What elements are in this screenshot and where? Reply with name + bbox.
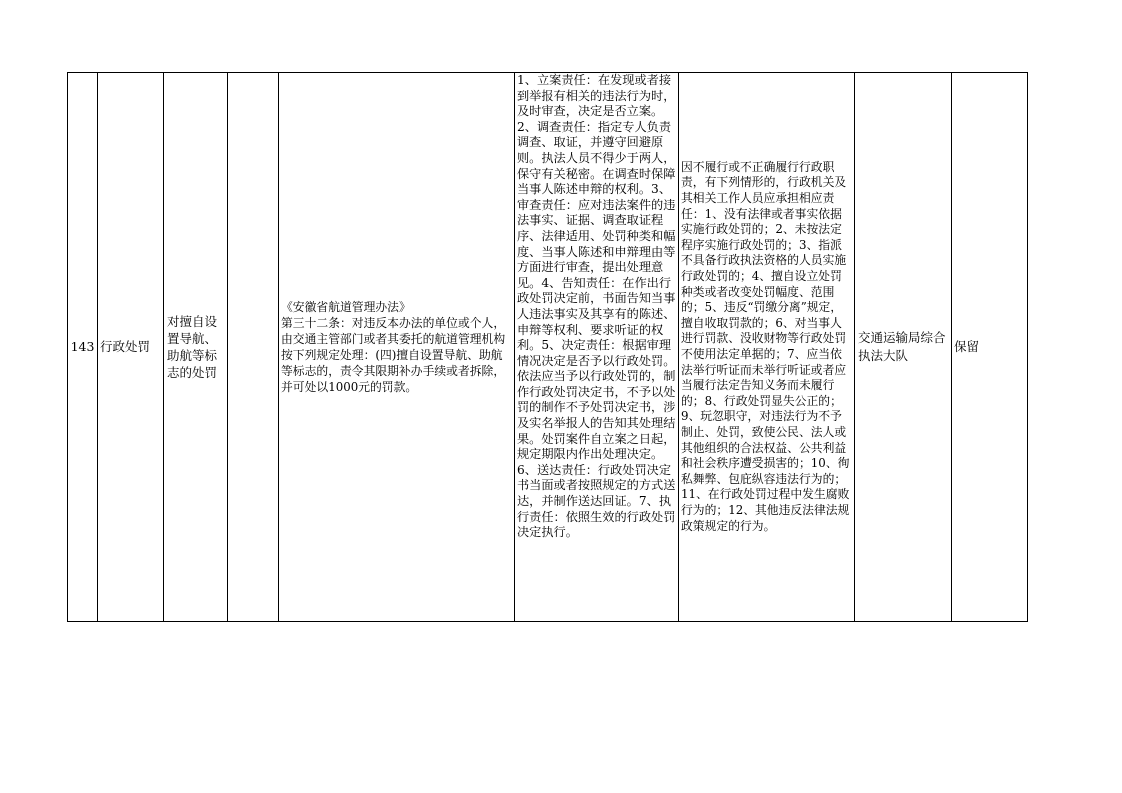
- responsibility-text-part-1: 1、立案责任：在发现或者接到举报有相关的违法行为时，及时审查，决定是否立案。2、调查责任：指定专人负责调查、取证，并遵守回避原则。执法人员不得少于两人，保守有关秘密。在调查时保障当事人陈述申辩的权利。3、审查责任：应对违法案件的违法事实、证据、调查取证程序、法律适用、处罚种类和幅度、当事人陈述和申辩理由等方面进行审查，提出处理意见。4、告知责任：在作出行政处罚决定前，书面告知当事人违法事实及其享有的陈述、申辩等权利、要求听证的权利。5、决定责任：根据审理情况决定是否予以行政处罚。依法应当予以行政处罚的，制作行政处罚决定书，不予以处罚的制作不予处罚决定书，涉及实名举报人的告知其处理结果。处罚案件自立案之日起，规定期限内作出处理决定。: [517, 73, 676, 462]
- remark-cell: 保留: [952, 73, 1028, 622]
- row-number-cell: 143: [68, 73, 98, 622]
- item-name-cell: 对擅自设置导航、助航等标志的处罚: [164, 73, 228, 622]
- sub-item-cell: [228, 73, 279, 622]
- legal-basis-cell: [279, 73, 515, 622]
- responsibility-text-part-2: 6、送达责任：行政处罚决定书当面或者按照规定的方式送达，并制作送达回证。7、执行责任：依照生效的行政处罚决定执行。: [517, 462, 676, 540]
- legal-basis-text: 第三十二条：对违反本办法的单位或个人，由交通主管部门或者其委托的航道管理机构按下列规定处理：(四)擅自设置导航、助航等标志的，责令其限期补办手续或者拆除，并可处以1000元的罚款。: [281, 316, 506, 394]
- power-list-table: [67, 72, 1028, 622]
- legal-basis-title: 《安徽省航道管理办法》: [281, 300, 411, 314]
- department-cell: 交通运输局综合执法大队: [855, 73, 952, 622]
- accountability-cell: 因不履行或不正确履行行政职责，有下列情形的，行政机关及其相关工作人员应承担相应责任：1、没有法律或者事实依据实施行政处罚的；2、未按法定程序实施行政处罚的；3、指派不具备行政执法资格的人员实施行政处罚的；4、擅自设立处罚种类或者改变处罚幅度、范围的；5、违反“罚缴分离”规定，擅自收取罚款的；6、对当事人进行罚款、没收财物等行政处罚不使用法定单据的；7、应当依法举行听证而未举行听证或者应当履行法定告知义务而未履行的；8、行政处罚显失公正的；9、玩忽职守，对违法行为不予制止、处罚，致使公民、法人或其他组织的合法权益、公共利益和社会秩序遭受损害的；10、徇私舞弊、包庇纵容违法行为的；11、在行政处罚过程中发生腐败行为的；12、其他违反法律法规政策规定的行为。: [679, 73, 855, 622]
- table-row: [68, 73, 1028, 622]
- responsibility-cell: [515, 73, 679, 622]
- power-category-cell: 行政处罚: [98, 73, 164, 622]
